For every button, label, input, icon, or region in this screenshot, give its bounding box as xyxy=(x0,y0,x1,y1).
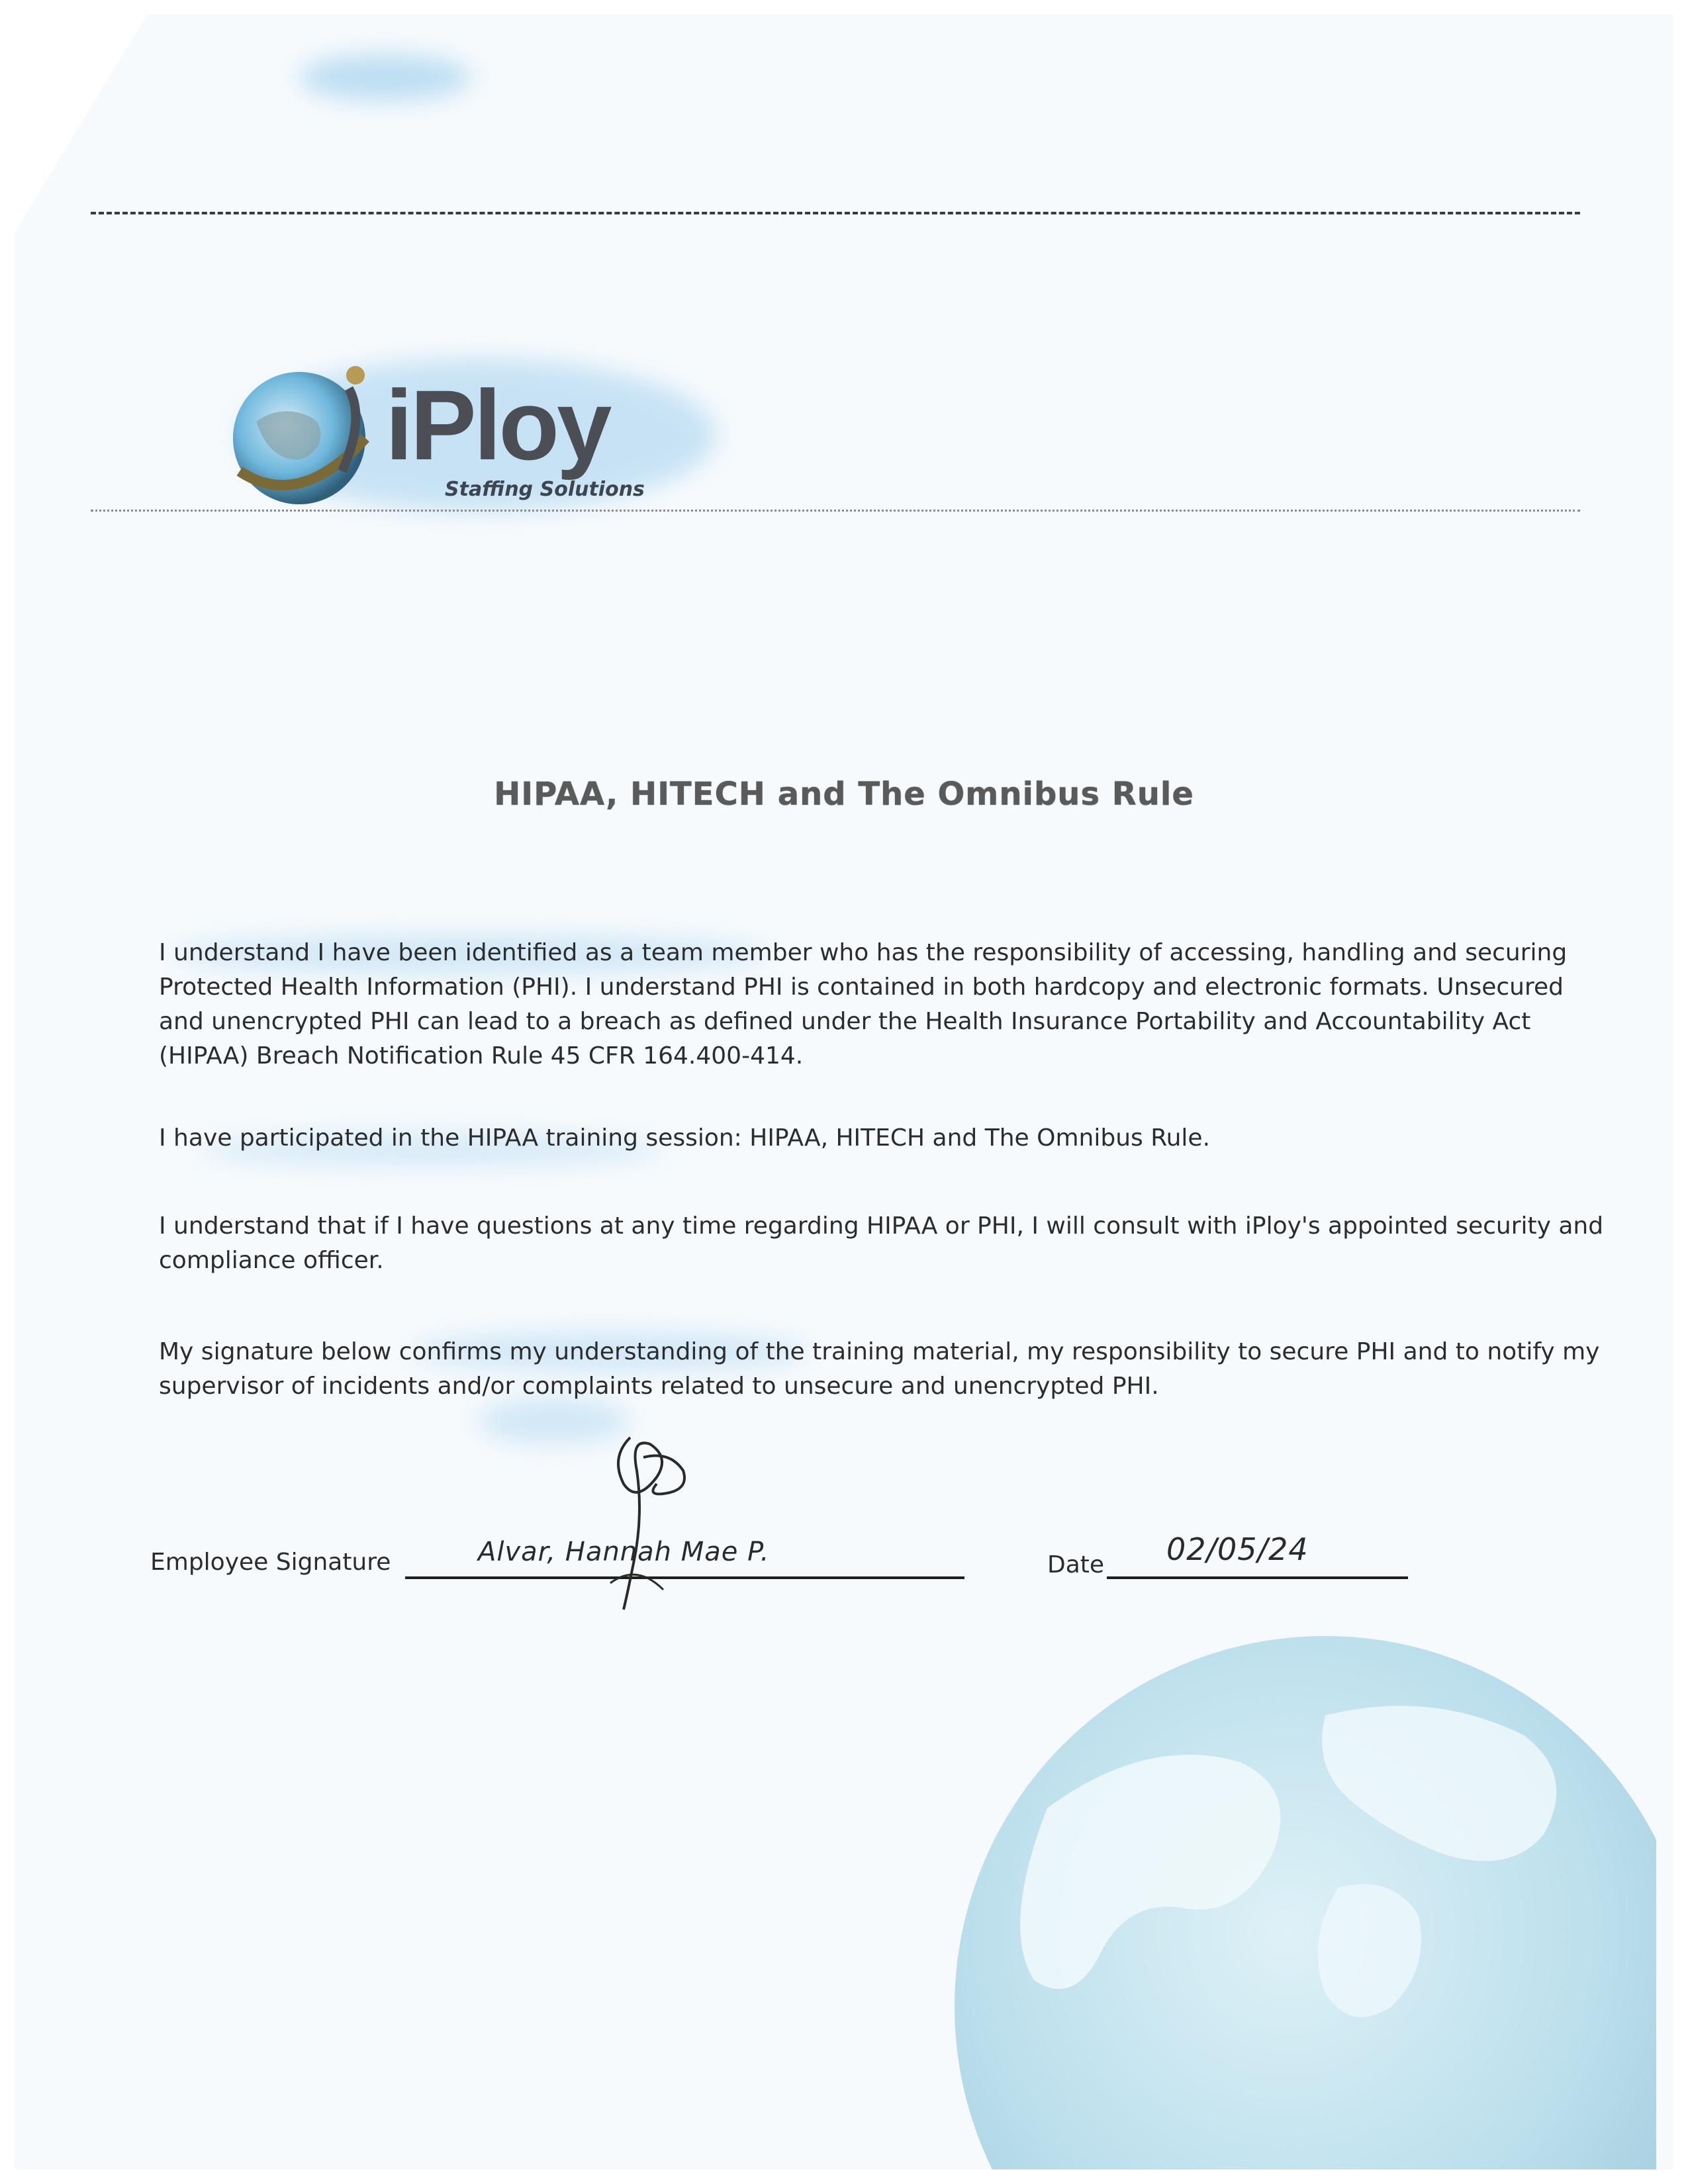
paragraph-signature-confirmation xyxy=(159,1335,1655,1404)
folded-corner xyxy=(15,15,147,233)
logo-tagline: Staffing Solutions xyxy=(445,478,645,501)
signature-scribble xyxy=(584,1431,743,1616)
paragraph-line: I understand that if I have questions at any time regarding HIPAA or PHI, I will consult with iPloy's appointed security and xyxy=(159,1212,1604,1240)
paragraph-line: I have participated in the HIPAA training session: HIPAA, HITECH and The Omnibus Rule. xyxy=(159,1124,1211,1152)
toner-smudge xyxy=(299,54,471,101)
paragraph-phi-responsibility xyxy=(159,936,1655,1073)
document-title: HIPAA, HITECH and The Omnibus Rule xyxy=(494,776,1194,813)
paragraph-line: (HIPAA) Breach Notification Rule 45 CFR 164.400-414. xyxy=(159,1042,804,1069)
signature-name-handwritten: Alvar, Hannah Mae P. xyxy=(478,1537,770,1567)
paragraph-training-session xyxy=(159,1121,1655,1156)
date-label: Date xyxy=(1047,1551,1105,1578)
globe-watermark-icon xyxy=(928,1636,1656,2169)
scan-artifact-line xyxy=(91,212,1580,214)
logo-wordmark: iPloy xyxy=(385,369,610,480)
date-line xyxy=(1107,1576,1408,1579)
paragraph-line: My signature below confirms my understanding of the training material, my responsibility to secure PHI and to notify my xyxy=(159,1338,1600,1365)
document-page xyxy=(15,15,1673,2169)
employee-signature-label: Employee Signature xyxy=(150,1549,391,1576)
paragraph-compliance-officer xyxy=(159,1209,1655,1278)
paragraph-line: compliance officer. xyxy=(159,1247,384,1274)
globe-icon xyxy=(226,359,379,511)
company-logo xyxy=(226,339,729,524)
paragraph-line: Protected Health Information (PHI). I understand PHI is contained in both hardcopy and electronic formats. Unsecured xyxy=(159,974,1564,1001)
paragraph-line: supervisor of incidents and/or complaints related to unsecure and unencrypted PHI. xyxy=(159,1373,1159,1400)
paragraph-line: and unencrypted PHI can lead to a breach as defined under the Health Insurance Portability and Accountability Act xyxy=(159,1008,1531,1035)
paragraph-line: I understand I have been identified as a team member who has the responsibility of accessing, handling and securing xyxy=(159,939,1568,966)
date-handwritten: 02/05/24 xyxy=(1166,1531,1309,1567)
